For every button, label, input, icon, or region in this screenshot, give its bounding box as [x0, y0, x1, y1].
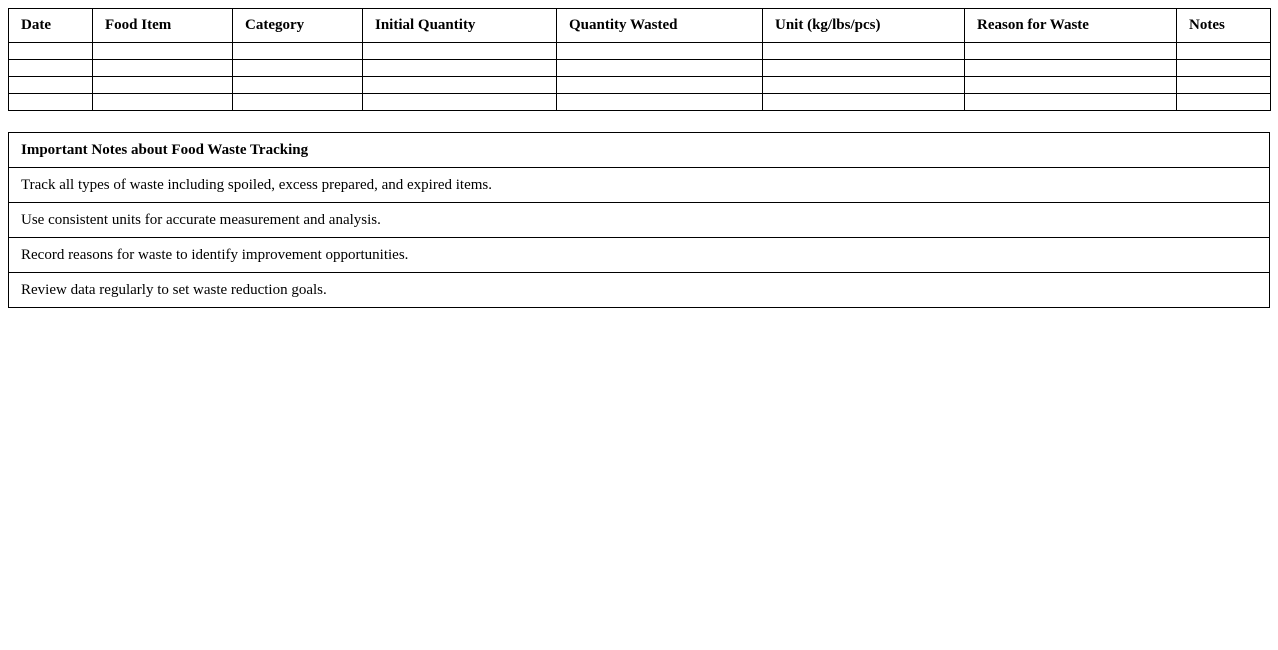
- table-cell-initial-quantity[interactable]: [363, 77, 557, 94]
- table-cell-food-item[interactable]: [93, 77, 233, 94]
- table-header-row: [9, 9, 1271, 43]
- table-cell-category[interactable]: [233, 43, 363, 60]
- column-header-initial-quantity: Initial Quantity: [363, 9, 557, 43]
- table-cell-notes[interactable]: [1177, 43, 1271, 60]
- list-item: [9, 238, 1270, 273]
- table-cell-unit[interactable]: [763, 77, 965, 94]
- table-cell-reason-for-waste[interactable]: [965, 77, 1177, 94]
- column-header-quantity-wasted: Quantity Wasted: [557, 9, 763, 43]
- food-waste-log-table: [8, 8, 1271, 111]
- table-cell-date[interactable]: [9, 60, 93, 77]
- column-header-category: Category: [233, 9, 363, 43]
- column-header-reason-for-waste: Reason for Waste: [965, 9, 1177, 43]
- note-text: Record reasons for waste to identify improvement opportunities.: [9, 238, 1270, 273]
- table-row: [9, 94, 1271, 111]
- table-cell-initial-quantity[interactable]: [363, 94, 557, 111]
- note-text: Use consistent units for accurate measurement and analysis.: [9, 203, 1270, 238]
- note-text: Track all types of waste including spoiled, excess prepared, and expired items.: [9, 168, 1270, 203]
- list-item: [9, 273, 1270, 308]
- table-cell-category[interactable]: [233, 60, 363, 77]
- table-cell-food-item[interactable]: [93, 60, 233, 77]
- table-cell-category[interactable]: [233, 94, 363, 111]
- table-cell-notes[interactable]: [1177, 94, 1271, 111]
- table-cell-food-item[interactable]: [93, 94, 233, 111]
- table-cell-reason-for-waste[interactable]: [965, 43, 1177, 60]
- table-cell-initial-quantity[interactable]: [363, 60, 557, 77]
- table-cell-food-item[interactable]: [93, 43, 233, 60]
- table-cell-quantity-wasted[interactable]: [557, 43, 763, 60]
- table-cell-quantity-wasted[interactable]: [557, 60, 763, 77]
- table-cell-notes[interactable]: [1177, 77, 1271, 94]
- table-row: [9, 43, 1271, 60]
- table-cell-quantity-wasted[interactable]: [557, 94, 763, 111]
- table-cell-unit[interactable]: [763, 60, 965, 77]
- table-cell-reason-for-waste[interactable]: [965, 94, 1177, 111]
- table-cell-date[interactable]: [9, 43, 93, 60]
- table-cell-initial-quantity[interactable]: [363, 43, 557, 60]
- table-cell-date[interactable]: [9, 94, 93, 111]
- list-item: [9, 203, 1270, 238]
- table-row: [9, 60, 1271, 77]
- notes-heading-row: [9, 133, 1270, 168]
- table-cell-reason-for-waste[interactable]: [965, 60, 1177, 77]
- column-header-unit: Unit (kg/lbs/pcs): [763, 9, 965, 43]
- table-cell-date[interactable]: [9, 77, 93, 94]
- notes-heading: Important Notes about Food Waste Tracking: [9, 133, 1270, 168]
- table-cell-unit[interactable]: [763, 43, 965, 60]
- table-cell-notes[interactable]: [1177, 60, 1271, 77]
- notes-table: [8, 132, 1270, 308]
- table-row: [9, 77, 1271, 94]
- column-header-date: Date: [9, 9, 93, 43]
- table-cell-quantity-wasted[interactable]: [557, 77, 763, 94]
- table-cell-category[interactable]: [233, 77, 363, 94]
- list-item: [9, 168, 1270, 203]
- column-header-food-item: Food Item: [93, 9, 233, 43]
- note-text: Review data regularly to set waste reduction goals.: [9, 273, 1270, 308]
- column-header-notes: Notes: [1177, 9, 1271, 43]
- table-cell-unit[interactable]: [763, 94, 965, 111]
